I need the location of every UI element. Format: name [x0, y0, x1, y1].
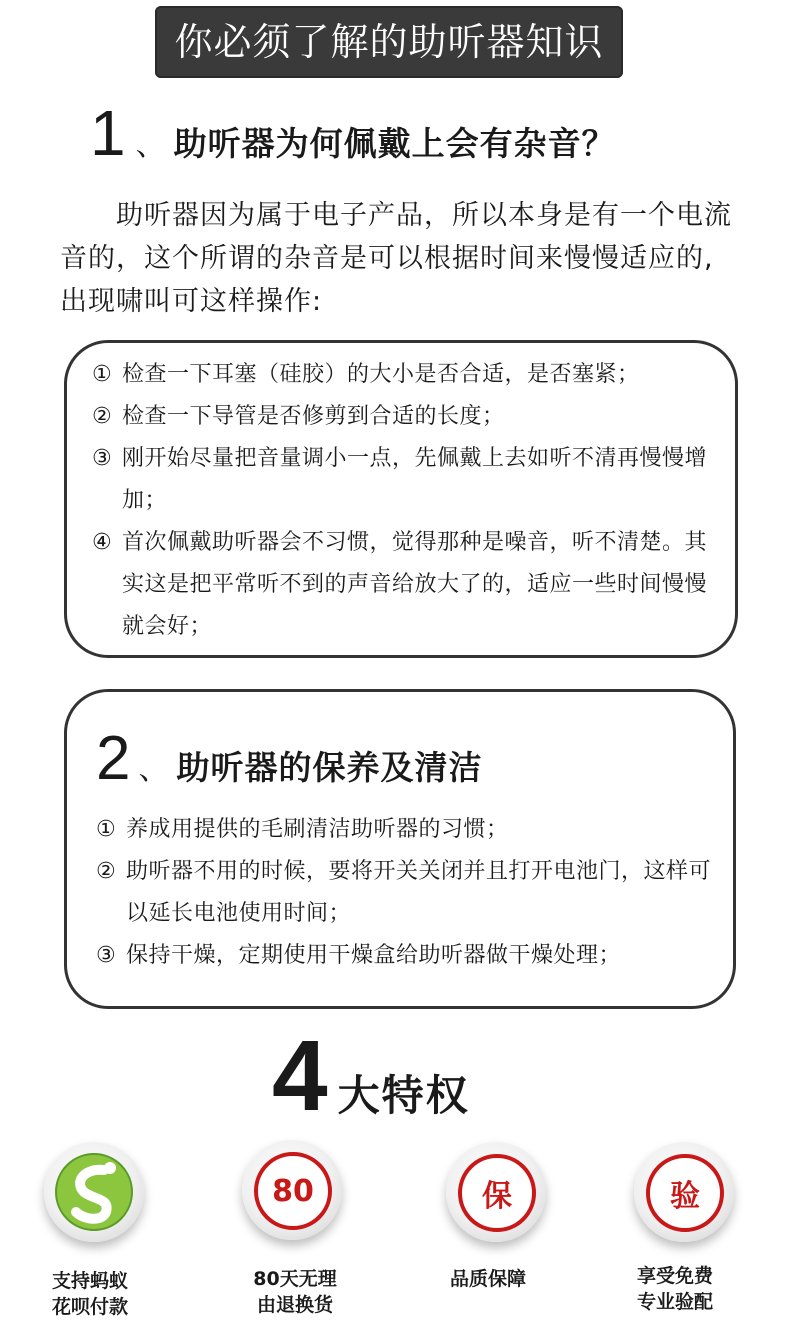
list-item	[92, 522, 712, 648]
section2-list	[96, 809, 716, 977]
list-item	[92, 354, 712, 396]
item-marker: ①	[96, 817, 117, 842]
section2-number: 2	[96, 724, 131, 793]
badge-caption: 享受免费 专业验配	[636, 1265, 713, 1313]
list-item	[96, 809, 716, 851]
section2-separator: 、	[138, 752, 169, 787]
features-number: 4	[272, 1020, 328, 1132]
section1-title: 助听器为何佩戴上会有杂音？	[173, 124, 616, 163]
section1-number: 1	[90, 97, 126, 169]
page-banner: 你必须了解的助听器知识	[155, 6, 623, 78]
return-days-symbol: 80	[254, 1152, 332, 1230]
list-item	[92, 396, 712, 438]
item-text: 检查一下导管是否修剪到合适的长度；	[122, 404, 505, 429]
guarantee-symbol: 保	[458, 1154, 536, 1232]
list-item	[92, 438, 712, 522]
section1-separator: 、	[135, 128, 166, 163]
return-days-icon	[242, 1140, 342, 1240]
item-marker: ③	[92, 446, 113, 471]
badge-caption: 80天无理 由退换货	[253, 1268, 337, 1316]
section2-title: 助听器的保养及清洁	[176, 748, 483, 787]
item-marker: ③	[96, 943, 117, 968]
section1-list	[92, 354, 712, 648]
list-item	[96, 851, 716, 935]
item-text: 助听器不用的时候，要将开关关闭并且打开电池门，这样可以延长电池使用时间；	[126, 859, 712, 926]
huabei-logo-icon	[44, 1142, 144, 1242]
fitting-symbol: 验	[646, 1154, 724, 1232]
badge-caption: 支持蚂蚁 花呗付款	[51, 1270, 128, 1318]
badge-caption: 品质保障	[449, 1268, 526, 1290]
list-item	[96, 935, 716, 977]
features-title: 大特权	[337, 1071, 470, 1120]
item-marker: ②	[92, 404, 113, 429]
section1-heading	[90, 98, 616, 168]
guarantee-icon	[446, 1142, 546, 1242]
item-text: 养成用提供的毛刷清洁助听器的习惯；	[126, 817, 509, 842]
item-marker: ①	[92, 362, 113, 387]
fitting-icon	[634, 1142, 734, 1242]
item-text: 刚开始尽量把音量调小一点，先佩戴上去如听不清再慢慢增加；	[122, 446, 708, 513]
item-text: 首次佩戴助听器会不习惯，觉得那种是噪音，听不清楚。其实这是把平常听不到的声音给放大了的，适应一些时间慢慢就会好；	[122, 530, 708, 639]
item-text: 检查一下耳塞（硅胶）的大小是否合适，是否塞紧；	[122, 362, 640, 387]
section2-heading	[96, 726, 482, 796]
features-heading	[272, 1020, 470, 1132]
section1-intro: 助听器因为属于电子产品，所以本身是有一个电流音的，这个所谓的杂音是可以根据时间来慢慢适应的,出现啸叫可这样操作:	[60, 200, 732, 317]
item-text: 保持干燥，定期使用干燥盒给助听器做干燥处理；	[126, 943, 622, 968]
item-marker: ④	[92, 530, 113, 555]
item-marker: ②	[96, 859, 117, 884]
